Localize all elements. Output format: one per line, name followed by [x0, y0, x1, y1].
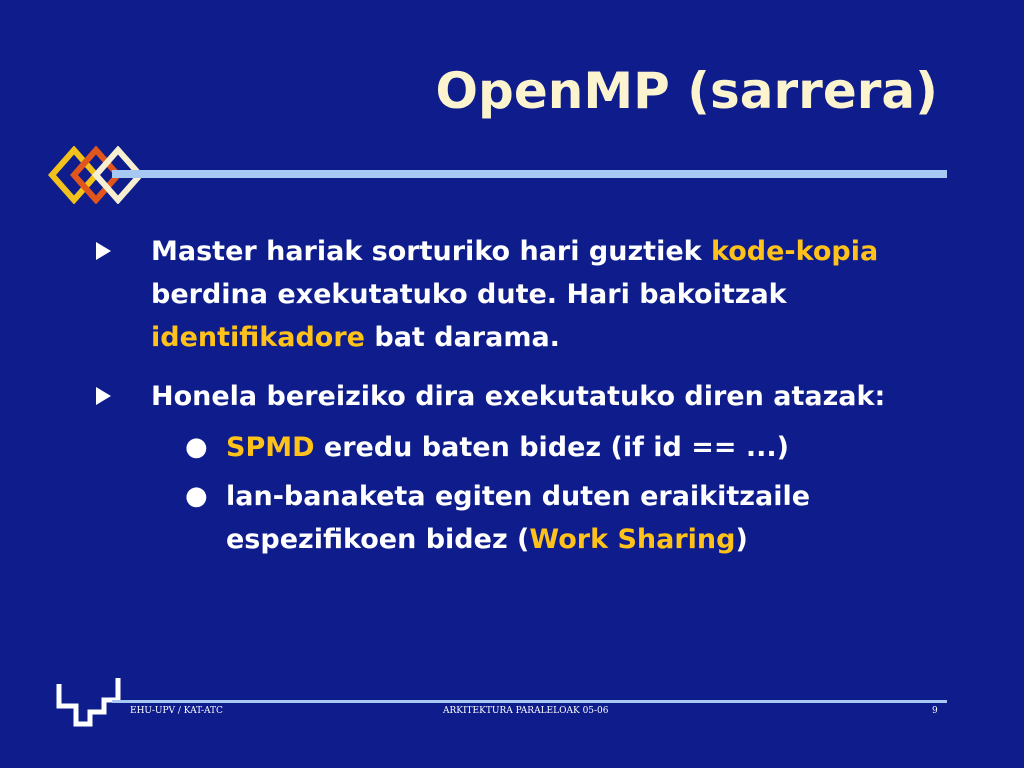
bullet-text: Honela bereiziko dira exekutatuko diren atazak:	[151, 381, 886, 412]
text-span: Master hariak sorturiko hari guztiek	[151, 236, 711, 267]
bullet-list	[96, 230, 956, 561]
bullet-item	[96, 230, 956, 359]
sub-bullet-text	[226, 475, 956, 561]
footer-course: ARKITEKTURA PARALELOAK 05-06	[443, 706, 609, 716]
sub-bullet-text	[226, 426, 956, 469]
highlight-term: SPMD	[226, 432, 315, 463]
bullet-text	[151, 230, 956, 359]
text-span: bat darama.	[364, 322, 560, 353]
text-span: lan-banaketa egiten duten eraikitzaile espezifikoen bidez (	[226, 481, 811, 555]
sub-bullet-item	[96, 426, 956, 469]
text-span: )	[735, 524, 748, 555]
bullet-item	[96, 375, 956, 561]
highlight-term: Work Sharing	[529, 524, 736, 555]
slide-title: OpenMP (sarrera)	[435, 62, 938, 120]
dot-bullet-icon: ●	[185, 432, 208, 462]
sub-bullet-list	[96, 426, 956, 561]
triangle-bullet-icon	[96, 387, 111, 405]
page-number: 9	[932, 706, 938, 716]
highlight-term: kode-kopia	[711, 236, 879, 267]
footer-divider	[112, 700, 947, 703]
sub-bullet-item	[96, 475, 956, 561]
highlight-term: identifikadore	[151, 322, 365, 353]
text-span: eredu baten bidez (if id == ...)	[314, 432, 790, 463]
text-span: berdina exekutatuko dute. Hari bakoitzak	[151, 279, 787, 310]
triangle-bullet-icon	[96, 242, 111, 260]
title-divider	[112, 170, 947, 178]
footer-institution: EHU-UPV / KAT-ATC	[130, 706, 223, 716]
dot-bullet-icon: ●	[185, 481, 208, 511]
